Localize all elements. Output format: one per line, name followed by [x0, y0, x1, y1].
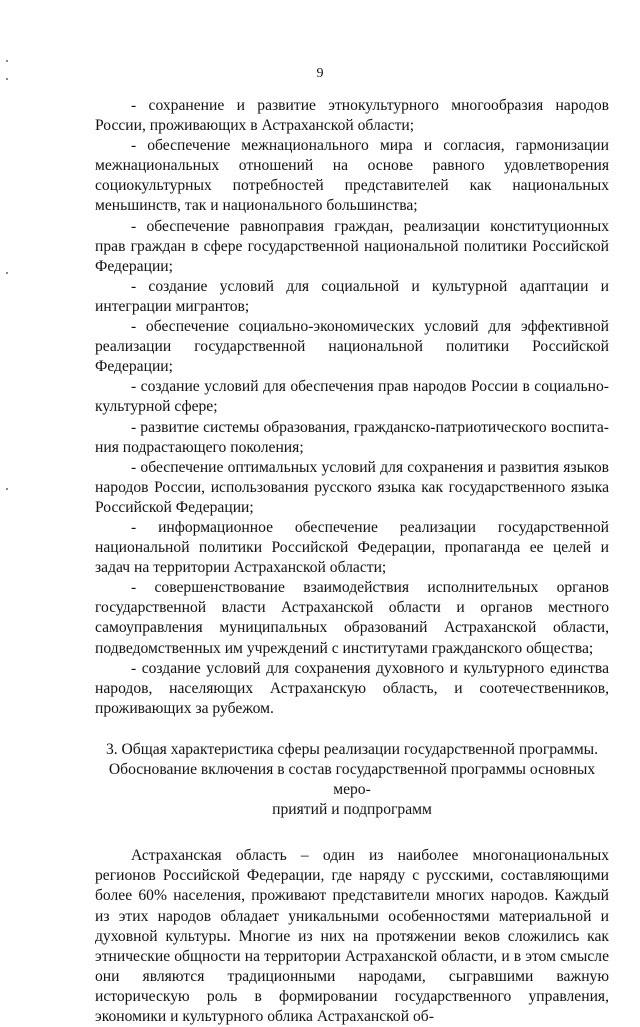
list-item: - обеспечение межнационального мира и согласия, гармонизации межнациональных отношений на основе равного удовлетворения социокультурных потребностей представителей как национальных меньшинств, так и национального большинства;: [95, 137, 609, 215]
list-item: - создание условий для обеспечения прав народов России в социально-культурной сфере;: [95, 378, 609, 416]
list-item: - информационное обеспечение реализации государственной национальной политики Российской Федерации, пропаганда ее целей и задач на территории Астраханской области;: [95, 518, 609, 577]
list-item: - развитие системы образования, гражданско-патриотического воспитания подрастающего поколения;: [95, 418, 609, 456]
scan-mark: [6, 488, 8, 490]
section-heading-line: 3. Общая характеристика сферы реализации государственной программы.: [105, 740, 599, 758]
list-item: - обеспечение оптимальных условий для сохранения и развития языков народов России, использования русского языка как государственного языка Российской Федерации;: [95, 458, 609, 516]
page-number: 9: [316, 66, 324, 81]
section-heading-line: Обоснование включения в состав государственной программы основных меро-: [108, 761, 596, 799]
list-item: - создание условий для социальной и культурной адаптации и интеграции мигрантов;: [95, 277, 609, 315]
list-item: - сохранение и развитие этнокультурного многообразия народов России, проживающих в Астраханской области;: [95, 97, 609, 135]
scan-mark: [6, 60, 8, 62]
section-heading: [95, 740, 609, 820]
document-body: [95, 96, 609, 1027]
list-item: - обеспечение социально-экономических условий для эффективной реализации государственной национальной политики Российской Федерации;: [95, 318, 609, 376]
intro-paragraph: Астраханская область – один из наиболее многонациональных регионов Российской Федерации, где наряду с русскими, составляющими более 60% населения, проживают представители многих народов. Каждый из этих народов обладает уникальными особенностями материальной и духовной культуры. Многие из них на протяжении веков сложились как этнические общности на территории Астраханской области, и в этом смысле они являются традиционными народами, сыгравшими важную историческую роль в формировании государственного управления, экономики и культурного облика Астраханской об-: [95, 847, 609, 1026]
list-item: - обеспечение равноправия граждан, реализации конституционных прав граждан в сфере государственной национальной политики Российской Федерации;: [95, 217, 609, 275]
list-item: - совершенствование взаимодействия исполнительных органов государственной власти Астраханской области и органов местного самоуправления муниципальных образований Астраханской области, подведомственных им учреждений с институтами гражданского общества;: [95, 579, 609, 657]
scan-mark: [6, 272, 8, 274]
section-heading-line: приятий и подпрограмм: [272, 801, 432, 819]
list-item: - создание условий для сохранения духовного и культурного единства народов, населяющих Астраханскую область, и соотечественников, проживающих за рубежом.: [95, 659, 609, 717]
